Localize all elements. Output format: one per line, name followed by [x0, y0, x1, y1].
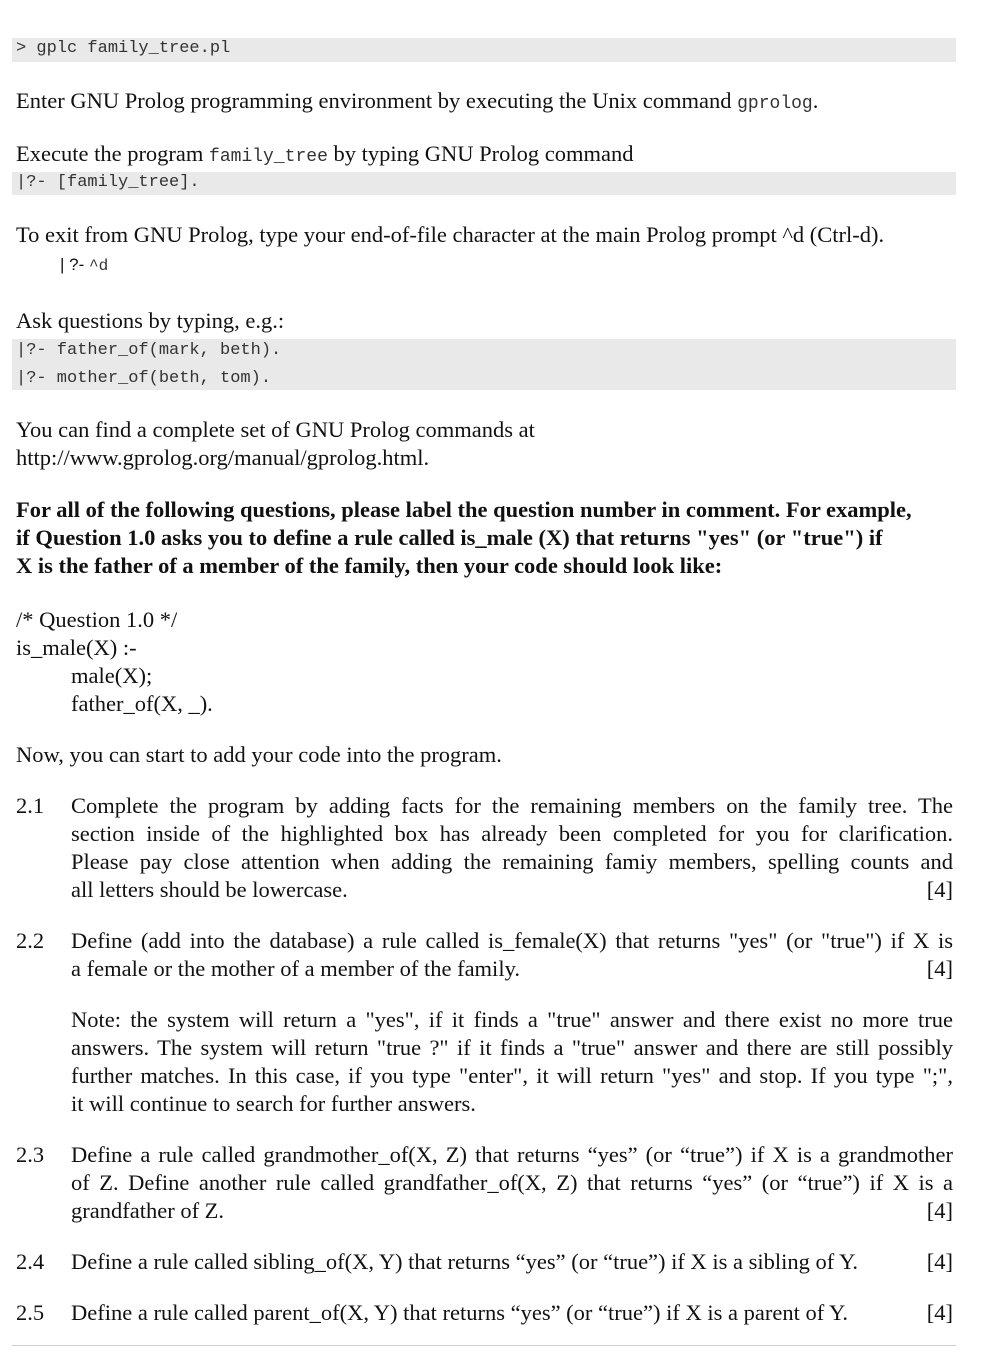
question-2-1 — [71, 792, 953, 904]
question-2-3-last-row — [71, 1197, 953, 1225]
question-2-5-line-1: Define a rule called parent_of(X, Y) that returns “yes” (or “true”) if X is a parent of Y. — [71, 1300, 848, 1325]
question-2-5 — [71, 1299, 953, 1327]
compile-command: > gplc family_tree.pl — [16, 39, 231, 58]
execute-post: by typing GNU Prolog command — [327, 141, 634, 166]
note-line-4: it will continue to search for further answers. — [71, 1091, 476, 1116]
question-2-2 — [71, 927, 953, 983]
exit-prompt-line — [60, 255, 108, 275]
question-number-2-2: 2.2 — [16, 928, 45, 953]
enter-code: gprolog — [737, 94, 813, 114]
manual-line-1: You can find a complete set of GNU Prolog commands at — [16, 417, 535, 442]
question-number-2-1: 2.1 — [16, 793, 45, 818]
bottom-divider — [12, 1345, 956, 1346]
question-number-2-4: 2.4 — [16, 1249, 45, 1274]
question-2-4-row — [71, 1248, 953, 1276]
question-2-5-row — [71, 1299, 953, 1327]
example-head: is_male(X) :- — [16, 635, 137, 660]
instructions-line-2: if Question 1.0 asks you to define a rule called is_male (X) that returns "yes" (or "true") if — [16, 525, 883, 550]
note-line-2: answers. The system will return "true ?" if it finds a "true" answer and there are still possibly — [71, 1035, 953, 1060]
ask-text: Ask questions by typing, e.g.: — [16, 308, 285, 333]
note-line-1: Note: the system will return a "yes", if it finds a "true" answer and there exist no more true — [71, 1007, 953, 1032]
execute-command: |?- [family_tree]. — [16, 173, 200, 192]
execute-code: family_tree — [209, 147, 328, 167]
question-2-1-last-row — [71, 876, 953, 904]
question-2-3-line-2: of Z. Define another rule called grandfather_of(X, Z) that returns “yes” (or “true”) if X is a — [71, 1170, 953, 1195]
execute-command-block — [12, 172, 956, 195]
exit-text: To exit from GNU Prolog, type your end-of-file character at the main Prolog prompt ^d (Ctrl-d). — [16, 222, 885, 247]
question-2-4 — [71, 1248, 953, 1276]
exit-prompt-code: ^d — [88, 257, 109, 275]
note-line-3: further matches. In this case, if you type "enter", it will return "yes" and stop. If you type ";", — [71, 1063, 953, 1088]
example-comment: /* Question 1.0 */ — [16, 607, 178, 632]
question-2-1-line-3: Please pay close attention when adding the remaining famiy members, spelling counts and — [71, 849, 953, 874]
question-number-2-5: 2.5 — [16, 1300, 45, 1325]
question-2-3 — [71, 1141, 953, 1225]
question-2-1-line-4: all letters should be lowercase. — [71, 877, 348, 902]
question-2-5-marks: [4] — [926, 1300, 953, 1325]
question-2-1-marks: [4] — [926, 877, 953, 902]
execute-paragraph — [16, 140, 633, 171]
question-2-2-line-1: Define (add into the database) a rule called is_female(X) that returns "yes" (or "true") if X is — [71, 928, 953, 953]
enter-text: Enter GNU Prolog programming environment by executing the Unix command — [16, 88, 738, 113]
question-2-3-marks: [4] — [926, 1198, 953, 1223]
compile-command-block — [12, 38, 956, 62]
question-2-2-marks: [4] — [926, 956, 953, 981]
question-2-2-line-2: a female or the mother of a member of the family. — [71, 956, 520, 981]
question-2-4-line-1: Define a rule called sibling_of(X, Y) that returns “yes” (or “true”) if X is a sibling of Y. — [71, 1249, 859, 1274]
manual-link: http://www.gprolog.org/manual/gprolog.html. — [16, 445, 430, 470]
example-body-1: male(X); — [71, 663, 153, 688]
ask-command-2: |?- mother_of(beth, tom). — [16, 369, 272, 388]
question-2-4-marks: [4] — [926, 1249, 953, 1274]
ask-commands-block — [12, 339, 956, 390]
example-body-2: father_of(X, _). — [71, 691, 213, 716]
instructions-line-3: X is the father of a member of the family, then your code should look like: — [16, 553, 723, 578]
question-2-3-line-1: Define a rule called grandmother_of(X, Z) that returns “yes” (or “true”) if X is a grandmother — [71, 1142, 953, 1167]
start-text: Now, you can start to add your code into the program. — [16, 742, 502, 767]
question-number-2-3: 2.3 — [16, 1142, 45, 1167]
enter-paragraph — [16, 87, 818, 118]
ask-command-1: |?- father_of(mark, beth). — [16, 341, 282, 360]
enter-end: . — [812, 88, 819, 113]
question-2-1-line-1: Complete the program by adding facts for the remaining members on the family tree. The — [71, 793, 953, 818]
question-2-3-line-3: grandfather of Z. — [71, 1198, 225, 1223]
question-2-2-note — [71, 1006, 953, 1118]
exit-prompt: | ?- — [60, 255, 89, 274]
instructions-line-1: For all of the following questions, please label the question number in comment. For example, — [16, 497, 912, 522]
execute-pre: Execute the program — [16, 141, 210, 166]
question-2-1-line-2: section inside of the highlighted box has already been completed for you for clarification. — [71, 821, 953, 846]
question-2-2-last-row — [71, 955, 953, 983]
